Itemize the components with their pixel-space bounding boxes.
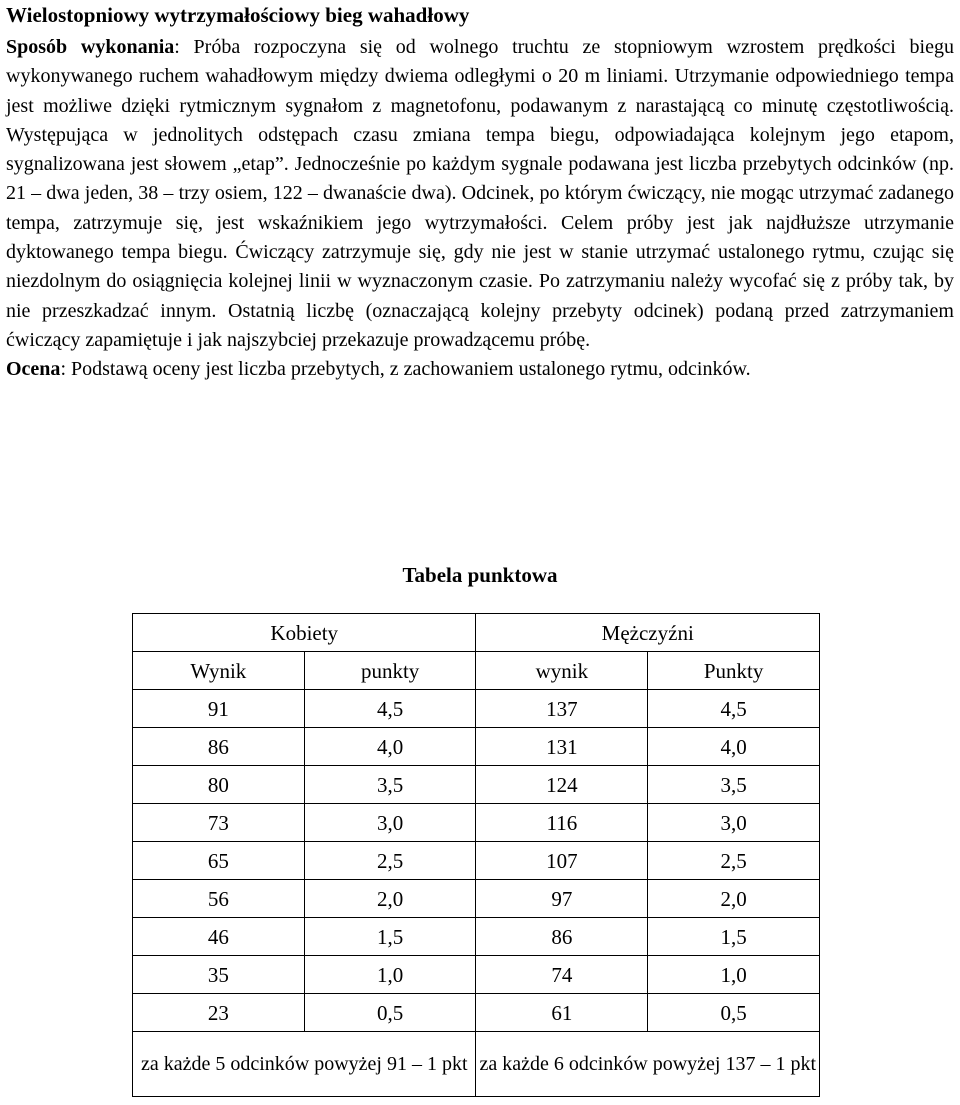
col-women-points: punkty (304, 652, 476, 690)
cell-women-points: 1,0 (304, 956, 476, 994)
cell-men-result: 131 (476, 728, 648, 766)
cell-men-result: 107 (476, 842, 648, 880)
cell-women-points: 3,5 (304, 766, 476, 804)
cell-women-result: 23 (133, 994, 305, 1032)
cell-men-points: 4,0 (648, 728, 820, 766)
cell-women-result: 56 (133, 880, 305, 918)
cell-women-points: 2,5 (304, 842, 476, 880)
cell-women-result: 86 (133, 728, 305, 766)
column-header-row (133, 652, 820, 690)
table-row (133, 804, 820, 842)
cell-men-result: 86 (476, 918, 648, 956)
cell-men-result: 137 (476, 690, 648, 728)
cell-men-points: 0,5 (648, 994, 820, 1032)
document-heading: Wielostopniowy wytrzymałościowy bieg wahadłowy (6, 3, 470, 27)
table-row (133, 994, 820, 1032)
col-men-points: Punkty (648, 652, 820, 690)
table-row (133, 842, 820, 880)
group-header-row (133, 614, 820, 652)
cell-men-points: 2,0 (648, 880, 820, 918)
cell-women-result: 65 (133, 842, 305, 880)
table-row (133, 690, 820, 728)
col-women-result: Wynik (133, 652, 305, 690)
cell-women-points: 4,0 (304, 728, 476, 766)
cell-men-points: 3,5 (648, 766, 820, 804)
cell-women-result: 73 (133, 804, 305, 842)
group-men: Mężczyźni (476, 614, 820, 652)
cell-men-result: 74 (476, 956, 648, 994)
table-title: Tabela punktowa (402, 563, 558, 587)
cell-women-result: 35 (133, 956, 305, 994)
cell-men-result: 124 (476, 766, 648, 804)
method-text: : Próba rozpoczyna się od wolnego truchtu ze stopniowym wzrostem prędkości biegu wykonywanego ruchem wahadłowym między dwiema odległymi o 20 m liniami. Utrzymanie odpowiedniego tempa jest możliwe dzięki rytmicznym sygnałom z magnetofonu, podawanym z narastającą co minutę częstotliwością. Występująca w jednolitych odstępach czasu zmiana tempa biegu, odpowiadająca kolejnym jego etapom, sygnalizowana jest słowem „etap”. Jednocześnie po każdym sygnale podawana jest liczba przebytych odcinków (np. 21 – dwa jeden, 38 – trzy osiem, 122 – dwanaście dwa). Odcinek, po którym ćwiczący, nie mogąc utrzymać zadanego tempa, zatrzymuje się, jest wskaźnikiem jego wytrzymałości. Celem próby jest jak najdłuższe utrzymanie dyktowanego tempa biegu. Ćwiczący zatrzymuje się, gdy nie jest w stanie utrzymać ustalonego rytmu, czując się niezdolnym do osiągnięcia kolejnej linii w wyznaczonym czasie. Po zatrzymaniu należy wycofać się z próby tak, by nie przeszkadzać innym. Ostatnią liczbę (oznaczającą kolejny przebyty odcinek) podaną przed zatrzymaniem ćwiczący zapamiętuje i jak najszybciej przekazuje prowadzącemu próbę. (6, 36, 954, 351)
footer-row (133, 1032, 820, 1097)
cell-women-points: 3,0 (304, 804, 476, 842)
cell-men-points: 2,5 (648, 842, 820, 880)
cell-men-points: 4,5 (648, 690, 820, 728)
table-row (133, 956, 820, 994)
cell-men-points: 3,0 (648, 804, 820, 842)
cell-men-result: 61 (476, 994, 648, 1032)
table-row (133, 728, 820, 766)
cell-women-points: 2,0 (304, 880, 476, 918)
method-label: Sposób wykonania (6, 36, 175, 58)
cell-women-result: 80 (133, 766, 305, 804)
cell-men-points: 1,0 (648, 956, 820, 994)
group-women: Kobiety (133, 614, 476, 652)
col-men-result: wynik (476, 652, 648, 690)
cell-women-points: 1,5 (304, 918, 476, 956)
footer-women: za każde 5 odcinków powyżej 91 – 1 pkt (133, 1032, 476, 1097)
table-row (133, 918, 820, 956)
score-table (132, 613, 820, 1097)
cell-men-result: 97 (476, 880, 648, 918)
cell-women-result: 91 (133, 690, 305, 728)
cell-men-points: 1,5 (648, 918, 820, 956)
cell-women-points: 0,5 (304, 994, 476, 1032)
cell-men-result: 116 (476, 804, 648, 842)
assessment-label: Ocena (6, 358, 61, 381)
cell-women-points: 4,5 (304, 690, 476, 728)
assessment-text: : Podstawą oceny jest liczba przebytych, z zachowaniem ustalonego rytmu, odcinków. (60, 358, 751, 381)
table-row (133, 880, 820, 918)
cell-women-result: 46 (133, 918, 305, 956)
description-paragraph (6, 33, 954, 385)
footer-men: za każde 6 odcinków powyżej 137 – 1 pkt (476, 1032, 820, 1097)
table-row (133, 766, 820, 804)
